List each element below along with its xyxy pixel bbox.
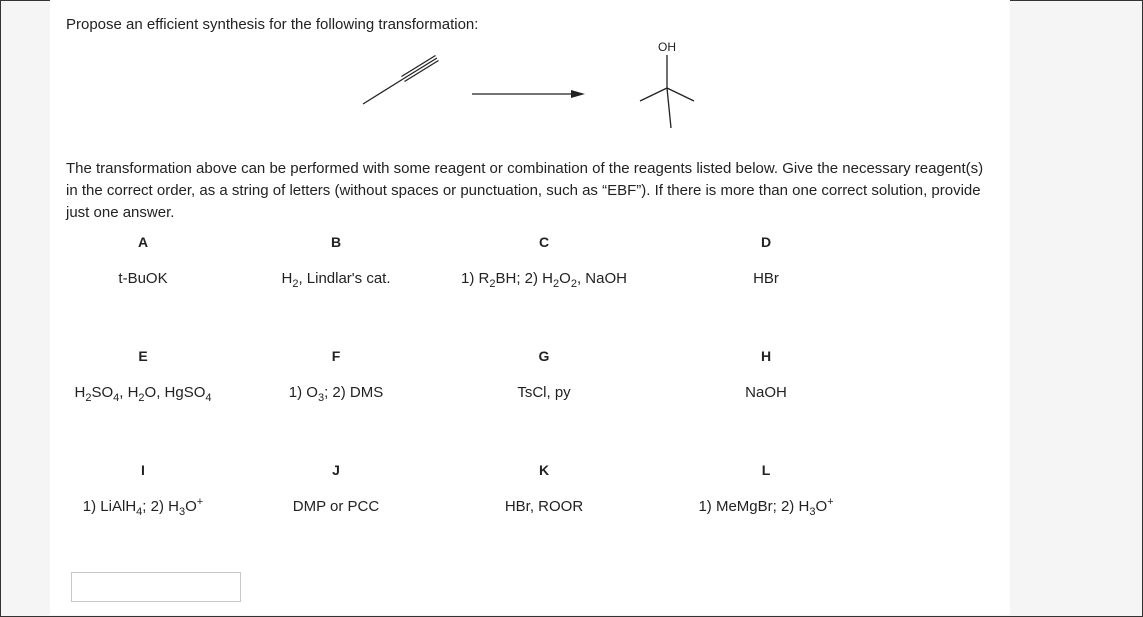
hydroxyl-label: OH — [658, 40, 676, 54]
reagent-letter-b: B — [330, 234, 342, 250]
reagent-text-k: HBr, ROOR — [504, 498, 584, 515]
reagent-text-d: HBr — [753, 270, 779, 287]
reagent-letter-a: A — [137, 234, 149, 250]
reaction-scheme — [355, 38, 715, 133]
reagent-letter-d: D — [760, 234, 772, 250]
reagent-text-b: $H_2$, Lindlar's cat. — [281, 270, 391, 290]
reaction-arrow — [472, 90, 585, 98]
reagent-letter-g: G — [538, 348, 550, 364]
reagent-text-g: TsCl, py — [517, 384, 571, 401]
reagent-text-f: 1) $O_3$; 2) DMS — [288, 384, 384, 404]
reagent-letter-h: H — [760, 348, 772, 364]
reagent-text-e: $H_2SO_4$, $H_2O$, HgSO$_4$ — [74, 384, 212, 404]
reagent-text-l: 1) MeMgBr; 2) $H_3O^+$ — [698, 496, 834, 518]
reagent-text-a: t-BuOK — [118, 270, 168, 287]
starting-alkyne-structure — [363, 56, 439, 105]
reagent-text-c: 1) $R_2BH$; 2) $H_2O_2$, NaOH — [461, 270, 627, 290]
reagent-letter-j: J — [332, 462, 340, 478]
reagent-letter-e: E — [138, 348, 148, 364]
reagent-text-i: 1) LiAlH$_4$; 2) $H_3O^+$ — [82, 496, 204, 518]
reagent-letter-k: K — [538, 462, 550, 478]
reagent-letter-c: C — [538, 234, 550, 250]
question-prompt: Propose an efficient synthesis for the following transformation: — [66, 16, 479, 33]
instructions-text: The transformation above can be performed with some reagent or combination of the reagents listed below. Give the necessary reagent(s) in the correct order, as a string of letters (without spaces or punctuation, such as “EBF”). If there is more than one correct solution, provide just one answer. — [66, 160, 984, 221]
reagent-letter-f: F — [331, 348, 341, 364]
reagent-text-h: NaOH — [745, 384, 787, 401]
reagent-letter-i: I — [141, 462, 145, 478]
reagent-text-j: DMP or PCC — [292, 498, 380, 515]
product-structure — [640, 55, 694, 128]
reagent-letter-l: L — [761, 462, 771, 478]
answer-input[interactable] — [71, 572, 241, 602]
